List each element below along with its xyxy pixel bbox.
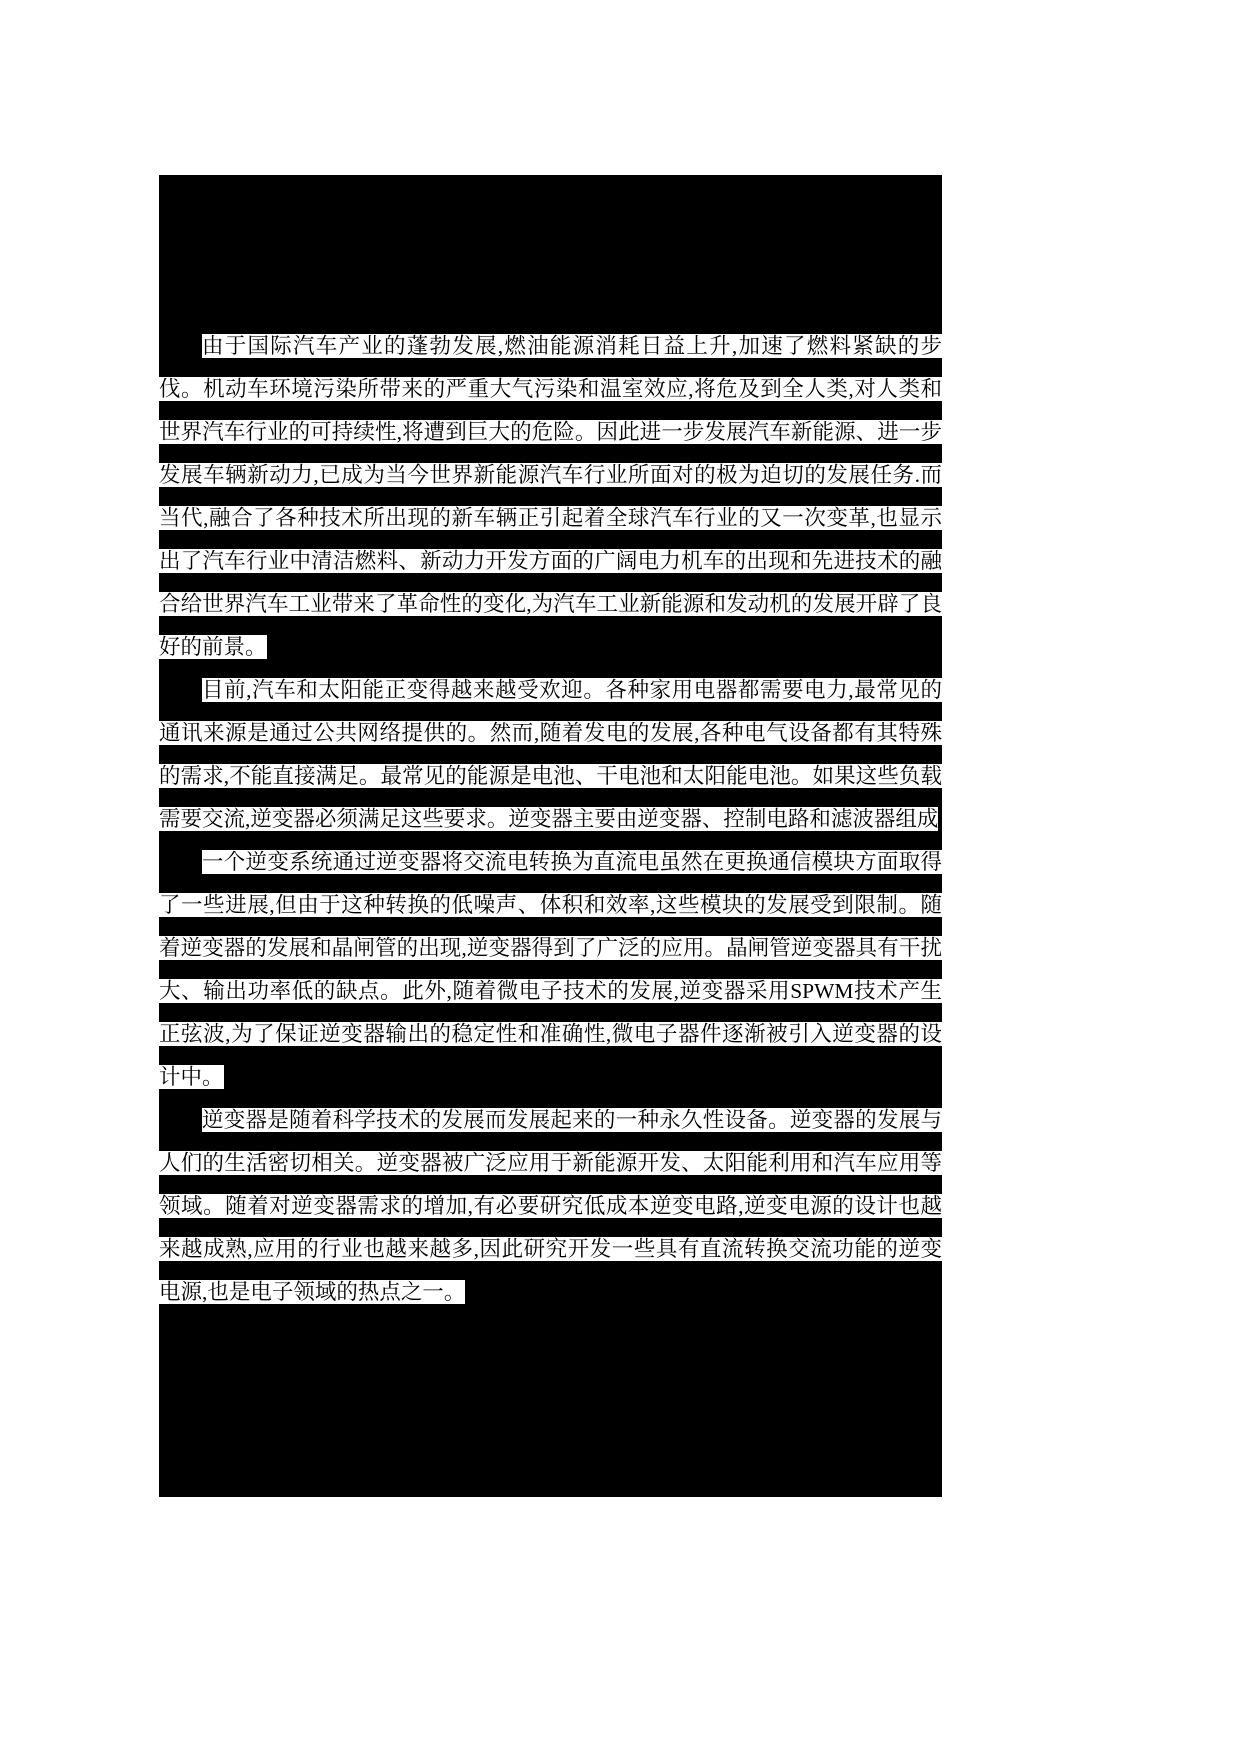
paragraph-4-text: 逆变器是随着科学技术的发展而发展起来的一种永久性设备。逆变器的发展与人们的生活密切相关。逆变器被广泛应用于新能源开发、太阳能利用和汽车应用等领域。随着对逆变器需求的增加,有必要研究低成本逆变电路,逆变电源的设计也越来越成熟,应用的行业也越来越多,因此研究开发一些具有直流转换交流功能的逆变电源,也是电子领域的热点之一。 — [159, 1108, 942, 1304]
document-body — [159, 175, 942, 1315]
inverted-text-block — [159, 175, 942, 1497]
paragraph-2-text: 目前,汽车和太阳能正变得越来越受欢迎。各种家用电器都需要电力,最常见的通讯来源是通过公共网络提供的。然而,随着发电的发展,各种电气设备都有其特殊的需求,不能直接满足。最常见的能源是电池、干电池和太阳能电池。如果这些负载需要交流,逆变器必须满足这些要求。逆变器主要由逆变器、控制电路和滤波器组成 — [159, 678, 942, 831]
bottom-spacer — [159, 1314, 942, 1315]
paragraph-2 — [159, 669, 942, 841]
paragraph-1-text: 由于国际汽车产业的蓬勃发展,燃油能源消耗日益上升,加速了燃料紧缺的步伐。机动车环境污染所带来的严重大气污染和温室效应,将危及到全人类,对人类和世界汽车行业的可持续性,将遭到巨大的危险。因此进一步发展汽车新能源、进一步发展车辆新动力,已成为当今世界新能源汽车行业所面对的极为迫切的发展任务.而当代,融合了各种技术所出现的新车辆正引起着全球汽车行业的又一次变革,也显示出了汽车行业中清洁燃料、新动力开发方面的广阔电力机车的出现和先进技术的融合给世界汽车工业带来了革命性的变化,为汽车工业新能源和发动机的发展开辟了良好的前景。 — [159, 334, 942, 659]
paragraph-3-text: 一个逆变系统通过逆变器将交流电转换为直流电虽然在更换通信模块方面取得了一些进展,但由于这种转换的低噪声、体积和效率,这些模块的发展受到限制。随着逆变器的发展和晶闸管的出现,逆变器得到了广泛的应用。晶闸管逆变器具有干扰大、输出功率低的缺点。此外,随着微电子技术的发展,逆变器采用SPWM技术产生正弦波,为了保证逆变器输出的稳定性和准确性,微电子器件逐渐被引入逆变器的设计中。 — [159, 850, 942, 1089]
paragraph-4 — [159, 1099, 942, 1314]
paragraph-3 — [159, 841, 942, 1099]
top-spacer — [159, 175, 942, 325]
paragraph-1 — [159, 325, 942, 669]
